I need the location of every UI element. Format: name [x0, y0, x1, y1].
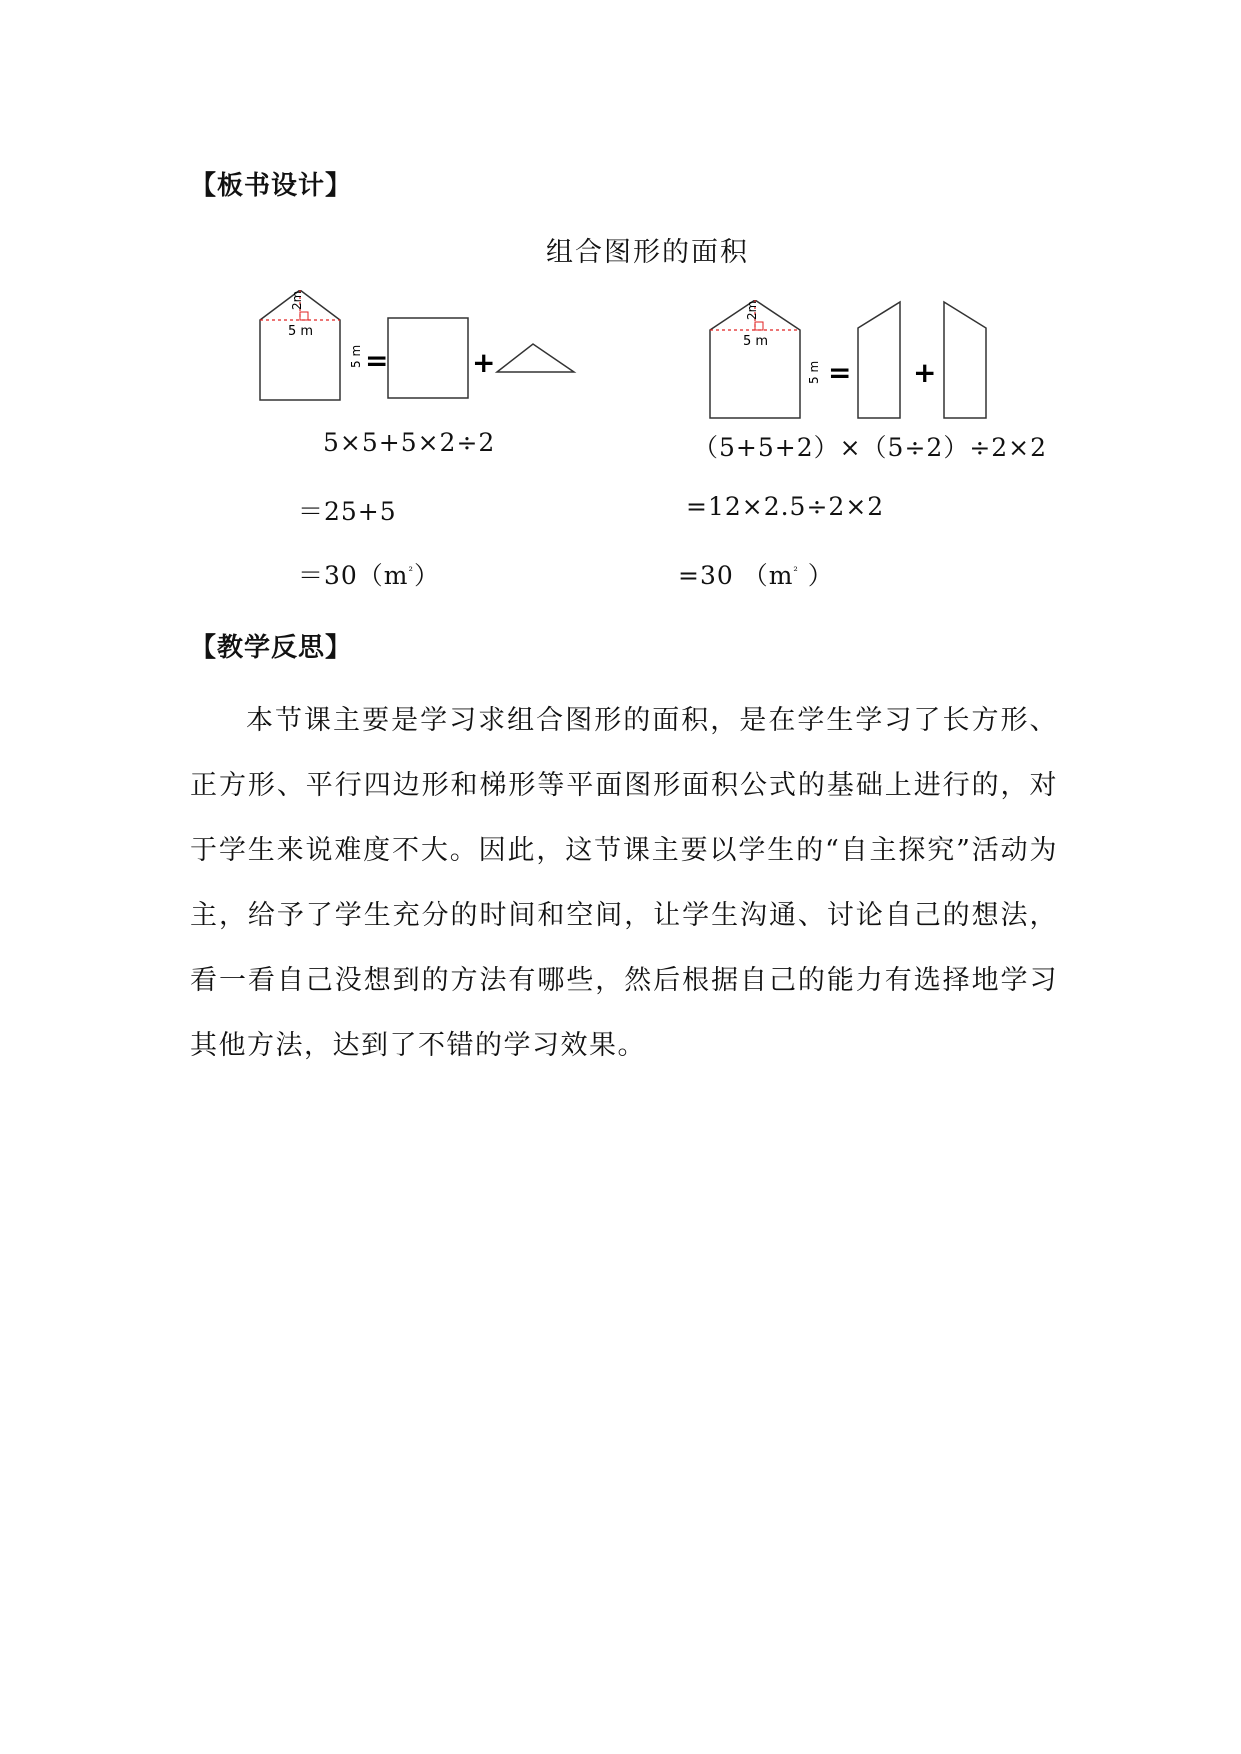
left-step-1: 5×5+5×2÷2	[323, 428, 496, 457]
left-composite-diagram	[250, 290, 590, 420]
right-trapezoid-right-shape	[944, 302, 986, 418]
left-height-label: 2m	[290, 290, 304, 310]
reflection-paragraph	[190, 688, 1058, 1078]
right-trapezoid-left-shape	[858, 302, 900, 418]
left-triangle-shape	[497, 344, 574, 372]
reflection-text: 本节课主要是学习求组合图形的面积，是在学生学习了长方形、正方形、平行四边形和梯形等平面图形面积公式的基础上进行的，对于学生来说难度不大。因此，这节课主要以学生的“自主探究”活动为主，给予了学生充分的时间和空间，让学生沟通、讨论自己的想法，看一看自己没想到的方法有哪些，然后根据自己的能力有选择地学习其他方法，达到了不错的学习效果。	[190, 705, 1058, 1061]
right-step-3: =30 （$m^{^2}$ ）	[678, 561, 834, 590]
left-equals-sign: =	[365, 344, 389, 377]
board-title: 组合图形的面积	[546, 237, 749, 268]
section-heading-reflection: 【教学反思】	[190, 633, 353, 663]
right-height-label: 2m	[745, 300, 759, 320]
right-equals-sign: =	[828, 356, 852, 389]
right-side-label: 5 m	[807, 360, 821, 384]
left-top-width-label: 5 m	[288, 324, 314, 339]
left-plus-sign: +	[472, 346, 496, 379]
right-step-2: =12×2.5÷2×2	[686, 492, 885, 521]
left-step-3: $=30(m^{^2})$	[298, 561, 440, 590]
left-step-2: ＝25+5	[298, 497, 397, 526]
section-heading-board-design: 【板书设计】	[190, 171, 353, 201]
left-side-label: 5 m	[349, 344, 363, 368]
right-composite-diagram	[700, 300, 1010, 425]
right-plus-sign: +	[913, 356, 937, 389]
right-top-width-label: 5 m	[743, 334, 769, 349]
right-step-1: （5+5+2）×（5÷2）÷2×2	[693, 433, 1048, 462]
left-square-shape	[388, 318, 468, 398]
